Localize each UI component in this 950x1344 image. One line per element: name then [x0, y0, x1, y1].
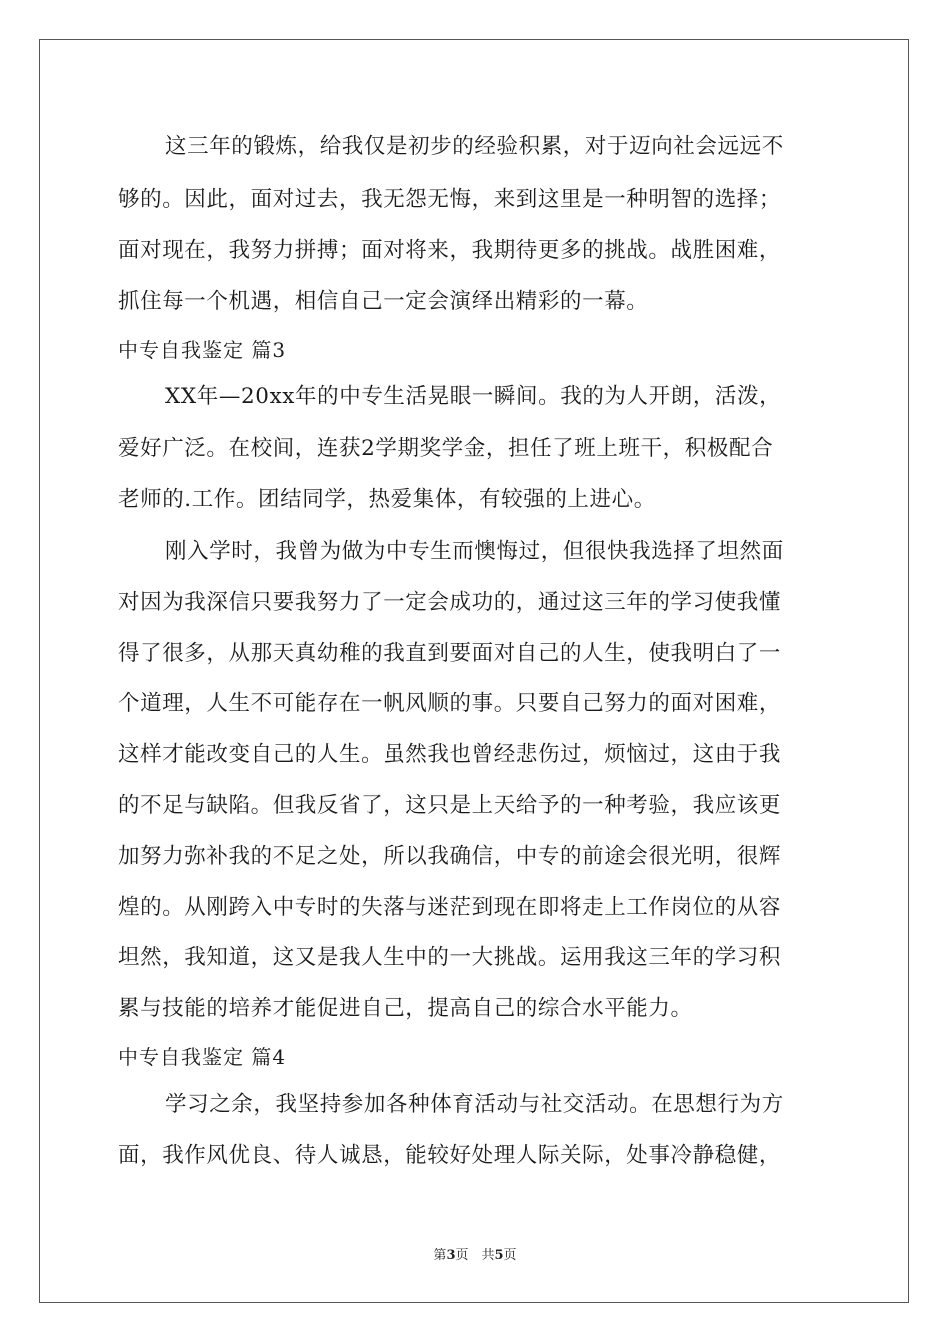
section-heading: 中专自我鉴定 篇4	[118, 1045, 287, 1069]
paragraph-line: 得了很多，从那天真幼稚的我直到要面对自己的人生，使我明白了一	[118, 641, 782, 666]
paragraph-line: 学习之余，我坚持参加各种体育活动与社交活动。在思想行为方	[165, 1092, 784, 1117]
paragraph-line: 的不足与缺陷。但我反省了，这只是上天给予的一种考验，我应该更	[118, 793, 782, 818]
paragraph-line: 够的。因此，面对过去，我无怨无悔，来到这里是一种明智的选择；	[118, 187, 782, 212]
total-page-number: 5	[494, 1248, 504, 1263]
paragraph-line: 加努力弥补我的不足之处，所以我确信，中专的前途会很光明，很辉	[118, 844, 782, 869]
page-suffix: 页	[503, 1248, 517, 1263]
paragraph-line: 面，我作风优良、待人诚恳，能较好处理人际关际，处事冷静稳健，	[118, 1143, 782, 1168]
paragraph-line: 老师的.工作。团结同学，热爱集体，有较强的上进心。	[118, 487, 656, 512]
section-heading: 中专自我鉴定 篇3	[118, 338, 287, 362]
paragraph-line: XX年—20xx年的中专生活晃眼一瞬间。我的为人开朗，活泼，	[165, 384, 782, 409]
page-mid: 页 共	[455, 1248, 495, 1263]
paragraph-line: 这三年的锻炼，给我仅是初步的经验积累，对于迈向社会远远不	[165, 134, 784, 159]
paragraph-line: 对因为我深信只要我努力了一定会成功的，通过这三年的学习使我懂	[118, 590, 782, 615]
current-page-number: 3	[446, 1248, 456, 1263]
paragraph-line: 刚入学时，我曾为做为中专生而懊悔过，但很快我选择了坦然面	[165, 539, 784, 564]
page-prefix: 第	[433, 1248, 447, 1263]
paragraph-line: 个道理，人生不可能存在一帆风顺的事。只要自己努力的面对困难，	[118, 691, 782, 716]
paragraph-line: 面对现在，我努力拼搏；面对将来，我期待更多的挑战。战胜困难，	[118, 238, 782, 263]
paragraph-line: 抓住每一个机遇，相信自己一定会演绎出精彩的一幕。	[118, 289, 649, 314]
paragraph-line: 煌的。从刚跨入中专时的失落与迷茫到现在即将走上工作岗位的从容	[118, 895, 782, 920]
page-number-footer	[0, 1249, 950, 1262]
paragraph-line: 爱好广泛。在校间，连获2学期奖学金，担任了班上班干，积极配合	[118, 436, 774, 461]
paragraph-line: 累与技能的培养才能促进自己，提高自己的综合水平能力。	[118, 996, 693, 1021]
paragraph-line: 坦然，我知道，这又是我人生中的一大挑战。运用我这三年的学习积	[118, 945, 782, 970]
paragraph-line: 这样才能改变自己的人生。虽然我也曾经悲伤过，烦恼过，这由于我	[118, 742, 782, 767]
